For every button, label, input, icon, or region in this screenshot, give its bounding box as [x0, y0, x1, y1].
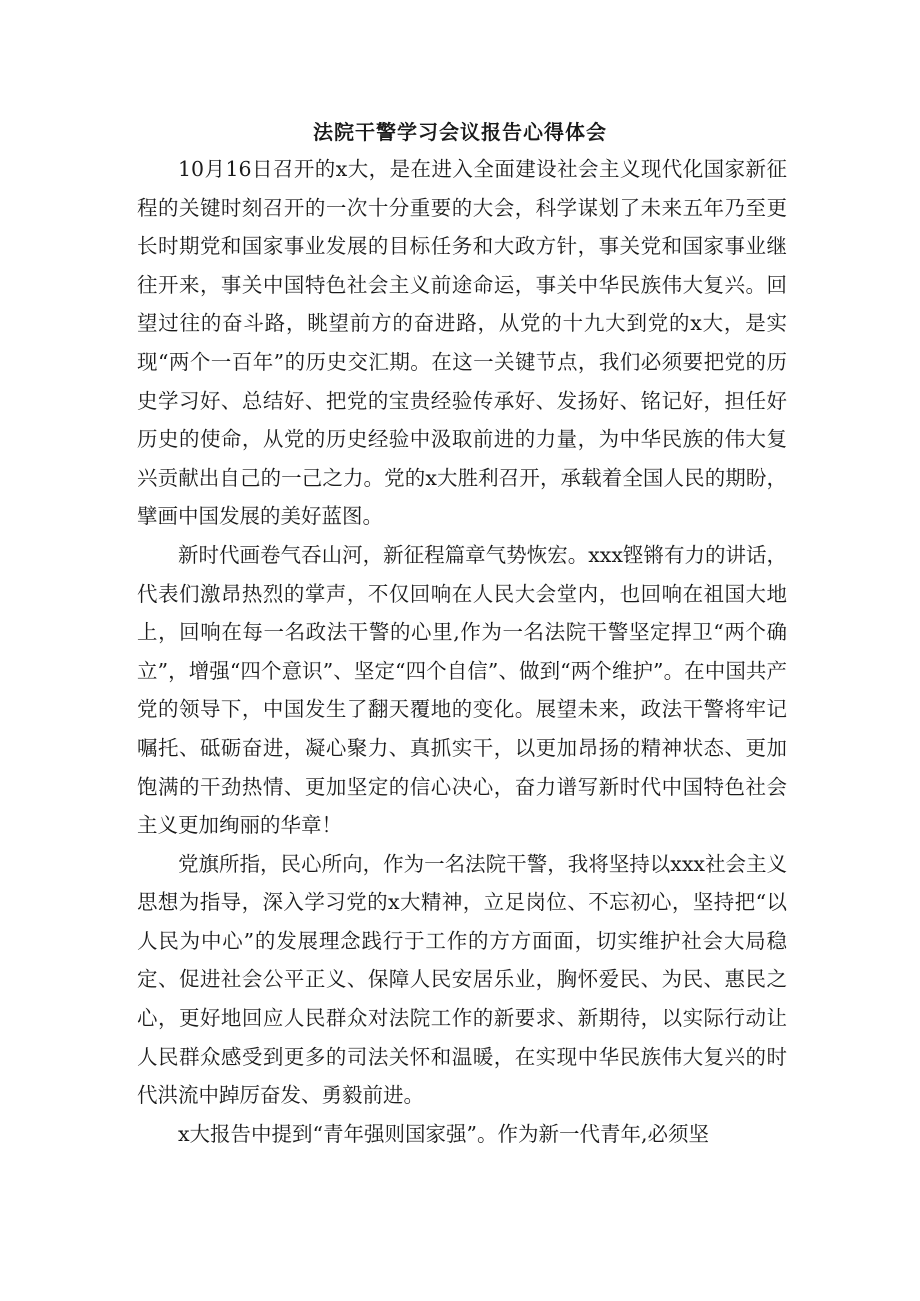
paragraph-2: 新时代画卷气吞山河，新征程篇章气势恢宏。xxx铿锵有力的讲话，代表们激昂热烈的掌声，不仅回响在人民大会堂内，也回响在祖国大地上，回响在每一名政法干警的心里,作为一名法院干警坚定捍卫“两个确立”，增强“四个意识”、坚定“四个自信”、做到“两个维护”。在中国共产党的领导下，中国发生了翻天覆地的变化。展望未来，政法干警将牢记嘱托、砥砺奋进，凝心聚力、真抓实干，以更加昂扬的精神状态、更加饱满的干劲热情、更加坚定的信心决心，奋力谱写新时代中国特色社会主义更加绚丽的华章！ [137, 542, 787, 838]
paragraph-4: x大报告中提到“青年强则国家强”。作为新一代青年,必须坚 [178, 1121, 710, 1146]
paragraph-1: 10月16日召开的x大，是在进入全面建设社会主义现代化国家新征程的关键时刻召开的一次十分重要的大会，科学谋划了未来五年乃至更长时期党和国家事业发展的目标任务和大政方针，事关党和国家事业继往开来，事关中国特色社会主义前途命运，事关中华民族伟大复兴。回望过往的奋斗路，眺望前方的奋进路，从党的十九大到党的x大，是实现“两个一百年”的历史交汇期。在这一关键节点，我们必须要把党的历史学习好、总结好、把党的宝贵经验传承好、发扬好、铭记好，担任好历史的使命，从党的历史经验中汲取前进的力量，为中华民族的伟大复兴贡献出自己的一己之力。党的x大胜利召开，承载着全国人民的期盼，擘画中国发展的美好蓝图。 [137, 157, 787, 529]
paragraph-3: 党旗所指，民心所向，作为一名法院干警，我将坚持以xxx社会主义思想为指导，深入学习党的x大精神，立足岗位、不忘初心，坚持把“以人民为中心”的发展理念践行于工作的方方面面，切实维护社会大局稳定、促进社会公平正义、保障人民安居乐业，胸怀爱民、为民、惠民之心，更好地回应人民群众对法院工作的新要求、新期待，以实际行动让人民群众感受到更多的司法关怀和温暖，在实现中华民族伟大复兴的时代洪流中踔厉奋发、勇毅前进。 [137, 851, 787, 1108]
document-title: 法院干警学习会议报告心得体会 [313, 120, 607, 144]
document-body [137, 150, 787, 1153]
